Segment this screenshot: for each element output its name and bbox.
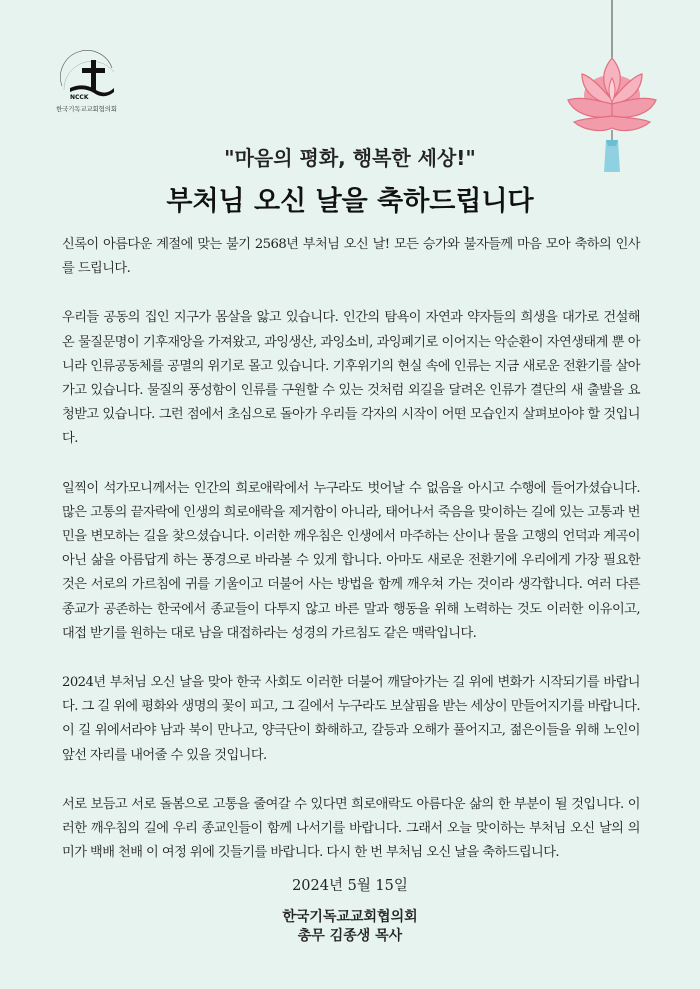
signature-block (0, 908, 700, 946)
letter-body (62, 233, 640, 890)
logo-mark: NCCK (70, 94, 89, 101)
ncck-cross-logo-icon (56, 46, 120, 102)
subtitle: "마음의 평화, 행복한 세상!" (224, 146, 476, 170)
paragraph-4: 2024년 부처님 오신 날을 맞아 한국 사회도 이러한 더불어 깨달아가는 길 위에 변화가 시작되기를 바랍니다. 그 길 위에 평화와 생명의 꽃이 피고, 그 길에서 누구라도 보살핌을 받는 세상이 만들어지기를 바랍니다. 이 길 위에서라야 남과 북이 만나고, 양극단이 화해하고, 갈등과 오해가 풀어지고, 젊은이들을 위해 노인이 앞선 자리를 내어줄 수 있을 것입니다. (62, 675, 640, 763)
signature-signatory: 총무 김종생 목사 (297, 928, 403, 944)
letter-date: 2024년 5월 15일 (292, 878, 408, 894)
paragraph-1: 신록이 아름다운 계절에 맞는 불기 2568년 부처님 오신 날! 모든 승가와 불자들께 마음 모아 축하의 인사를 드립니다. (62, 237, 640, 277)
page-title: 부처님 오신 날을 축하드립니다 (166, 186, 534, 217)
ncck-logo (56, 46, 166, 113)
signature-organization: 한국기독교교회협의회 (282, 909, 418, 925)
paragraph-3: 일찍이 석가모니께서는 인간의 희로애락에서 누구라도 벗어날 수 없음을 아시고 수행에 들어가셨습니다. 많은 고통의 끝자락에 인생의 희로애락을 제거함이 아니라, 태어나서 죽음을 맞이하는 길에 있는 고통과 번민을 변모하는 길을 찾으셨습니다. 이러한 깨우침은 인생에서 마주하는 산이나 물을 고행의 언덕과 계곡이 아닌 삶을 아름답게 하는 풍경으로 바라볼 수 있게 합니다. 아마도 새로운 전환기에 우리에게 가장 필요한 것은 서로의 가르침에 귀를 기울이고 더불어 사는 방법을 함께 깨우쳐 가는 것이라 생각합니다. 여러 다른 종교가 공존하는 한국에서 종교들이 다투지 않고 바른 말과 행동을 위해 노력하는 것도 이러한 이유이고, 대접 받기를 원하는 대로 남을 대접하라는 성경의 가르침도 같은 맥락입니다. (62, 480, 640, 641)
logo-caption: 한국기독교교회협의회 (56, 105, 117, 113)
header (0, 142, 700, 218)
paragraph-2: 우리들 공동의 집인 지구가 몸살을 앓고 있습니다. 인간의 탐욕이 자연과 약자들의 희생을 대가로 건설해 온 물질문명이 기후재앙을 가져왔고, 과잉생산, 과잉소비, 과잉폐기로 이어지는 악순환이 자연생태계 뿐 아니라 인류공동체를 공멸의 위기로 몰고 있습니다. 기후위기의 현실 속에 인류는 지금 새로운 전환기를 살아가고 있습니다. 물질의 풍성함이 인류를 구원할 수 있는 것처럼 외길을 달려온 인류가 결단의 새 출발을 요청받고 있습니다. 그런 점에서 초심으로 돌아가 우리들 각자의 시작이 어떤 모습인지 살펴보아야 할 것입니다. (62, 310, 640, 447)
paragraph-5: 서로 보듬고 서로 돌봄으로 고통을 줄여갈 수 있다면 희로애락도 아름다운 삶의 한 부분이 될 것입니다. 이러한 깨우침의 길에 우리 종교인들이 함께 나서기를 바랍니다. 그래서 오늘 맞이하는 부처님 오신 날의 의미가 백배 천배 이 여정 위에 깃들기를 바랍니다. 다시 한 번 부처님 오신 날을 축하드립니다. (62, 796, 640, 861)
